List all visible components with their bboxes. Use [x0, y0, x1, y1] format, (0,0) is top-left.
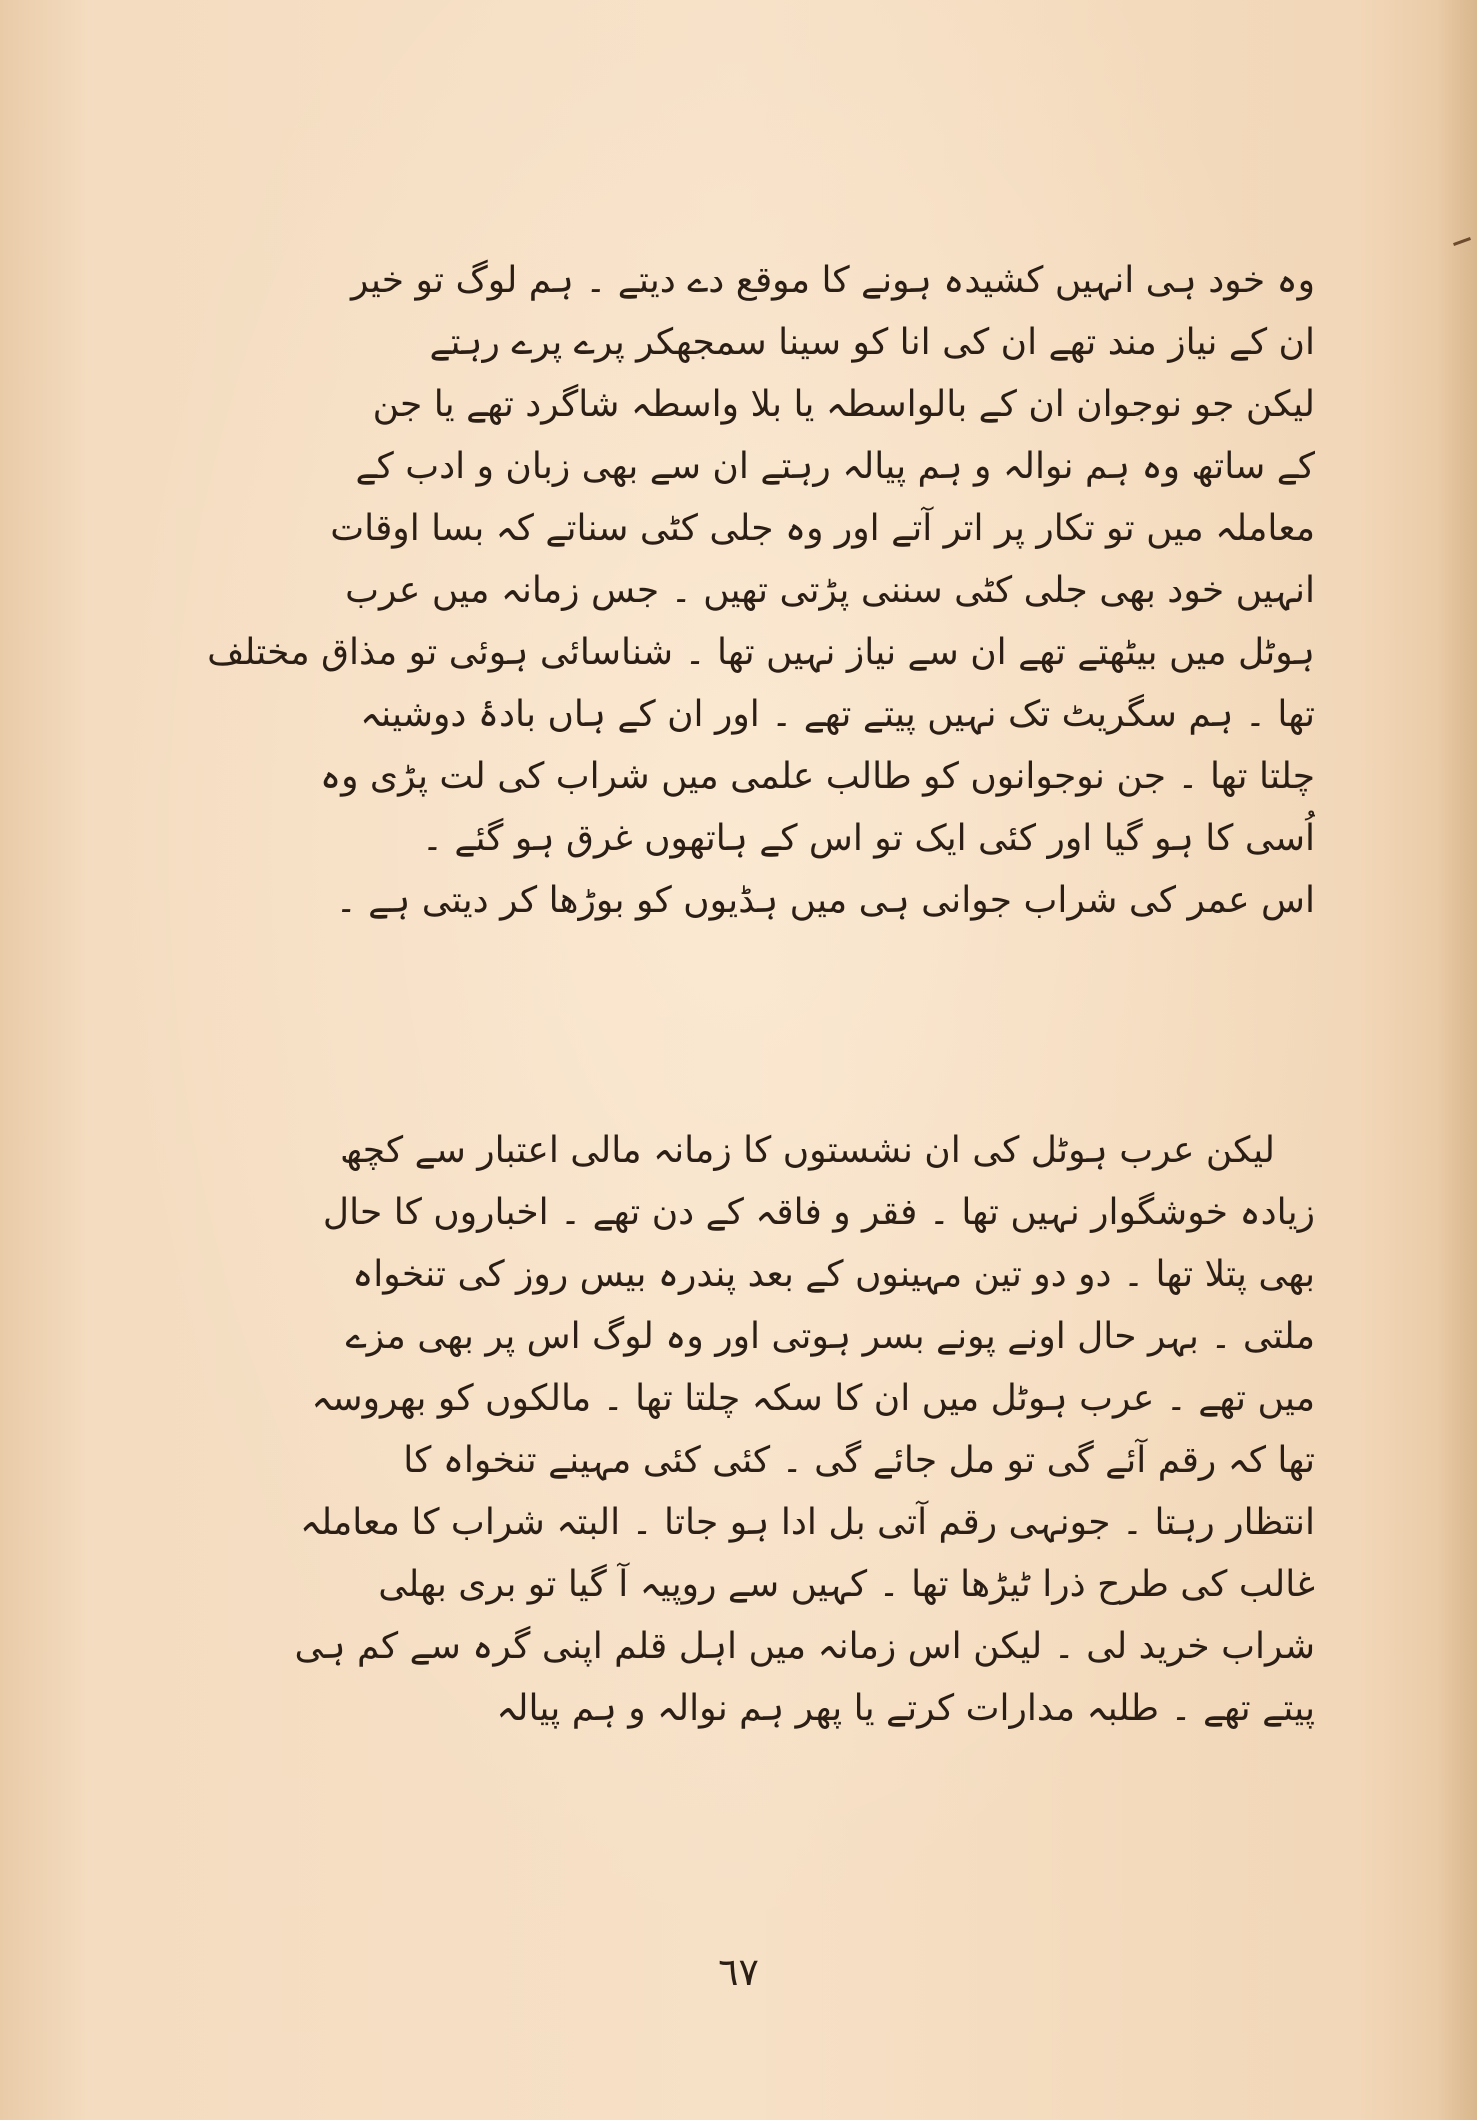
- text-line: چلتا تھا ۔ جن نوجوانوں کو طالب علمی میں شراب کی لت پڑی وہ: [320, 756, 1315, 797]
- text-line: بھی پتلا تھا ۔ دو دو تین مہینوں کے بعد پندرہ بیس روز کی تنخواہ: [352, 1254, 1315, 1295]
- text-line: میں تھے ۔ عرب ہوٹل میں ان کا سکہ چلتا تھا ۔ مالکوں کو بھروسہ: [311, 1378, 1315, 1419]
- text-line: شراب خرید لی ۔ لیکن اس زمانہ میں اہل قلم اپنی گرہ سے کم ہی: [294, 1626, 1315, 1667]
- text-line: تھا ۔ ہم سگریٹ تک نہیں پیتے تھے ۔ اور ان کے ہاں بادۂ دوشینہ: [360, 694, 1315, 735]
- text-line: ان کے نیاز مند تھے ان کی انا کو سینا سمجھکر پرے پرے رہتے: [429, 322, 1315, 363]
- text-line: تھا کہ رقم آئے گی تو مل جائے گی ۔ کئی کئی مہینے تنخواہ کا: [403, 1440, 1315, 1481]
- page-number: ٦٧: [718, 1950, 759, 1994]
- text-line: کے ساتھ وہ ہم نوالہ و ہم پیالہ رہتے ان سے بھی زبان و ادب کے: [355, 446, 1315, 487]
- text-line: زیادہ خوشگوار نہیں تھا ۔ فقر و فاقہ کے دن تھے ۔ اخباروں کا حال: [322, 1192, 1315, 1233]
- paragraph-1: [165, 250, 1315, 932]
- text-line: لیکن جو نوجوان ان کے بالواسطہ یا بلا واسطہ شاگرد تھے یا جن: [372, 384, 1315, 425]
- text-line: پیتے تھے ۔ طلبہ مدارات کرتے یا پھر ہم نوالہ و ہم پیالہ: [496, 1688, 1315, 1729]
- paragraph-2: [165, 1120, 1315, 1740]
- page-edge-shadow: [1437, 0, 1477, 2120]
- text-line: ہوٹل میں بیٹھتے تھے ان سے نیاز نہیں تھا ۔ شناسائی ہوئی تو مذاق مختلف: [207, 632, 1315, 673]
- text-line: غالب کی طرح ذرا ٹیڑھا تھا ۔ کہیں سے روپیہ آ گیا تو بری بھلی: [378, 1564, 1315, 1605]
- text-line: ملتی ۔ بہر حال اونے پونے بسر ہوتی اور وہ لوگ اس پر بھی مزے: [345, 1316, 1315, 1357]
- text-line: لیکن عرب ہوٹل کی ان نشستوں کا زمانہ مالی اعتبار سے کچھ: [340, 1130, 1275, 1171]
- text-line: اس عمر کی شراب جوانی ہی میں ہڈیوں کو بوڑھا کر دیتی ہے ۔: [335, 880, 1315, 921]
- text-line: اُسی کا ہو گیا اور کئی ایک تو اس کے ہاتھوں غرق ہو گئے ۔: [421, 818, 1315, 859]
- text-line: انہیں خود بھی جلی کٹی سننی پڑتی تھیں ۔ جس زمانہ میں عرب: [345, 570, 1315, 611]
- text-line: انتظار رہتا ۔ جونہی رقم آتی بل ادا ہو جاتا ۔ البتہ شراب کا معاملہ: [300, 1502, 1315, 1543]
- text-line: معاملہ میں تو تکار پر اتر آتے اور وہ جلی کٹی سناتے کہ بسا اوقات: [330, 508, 1315, 549]
- text-line: وہ خود ہی انہیں کشیدہ ہونے کا موقع دے دیتے ۔ ہم لوگ تو خیر: [351, 260, 1315, 301]
